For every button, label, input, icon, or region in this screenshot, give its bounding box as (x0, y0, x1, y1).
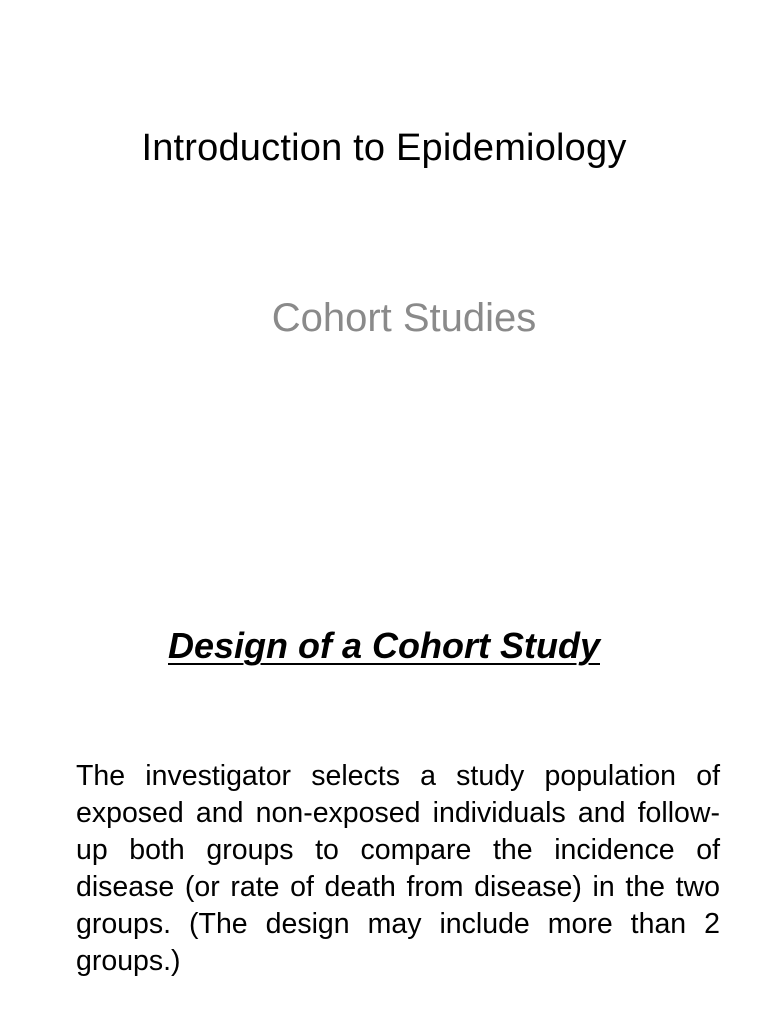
body-paragraph: The investigator selects a study population of exposed and non-exposed individuals and follow-up both groups to compare the incidence of disease (or rate of death from disease) in the two groups. (The design may include more than 2 groups.) (76, 760, 720, 977)
slide-title: Introduction to Epidemiology (141, 127, 627, 169)
content-slide (0, 580, 768, 1024)
slide-subtitle: Cohort Studies (271, 296, 537, 340)
section-heading: Design of a Cohort Study (168, 625, 600, 666)
